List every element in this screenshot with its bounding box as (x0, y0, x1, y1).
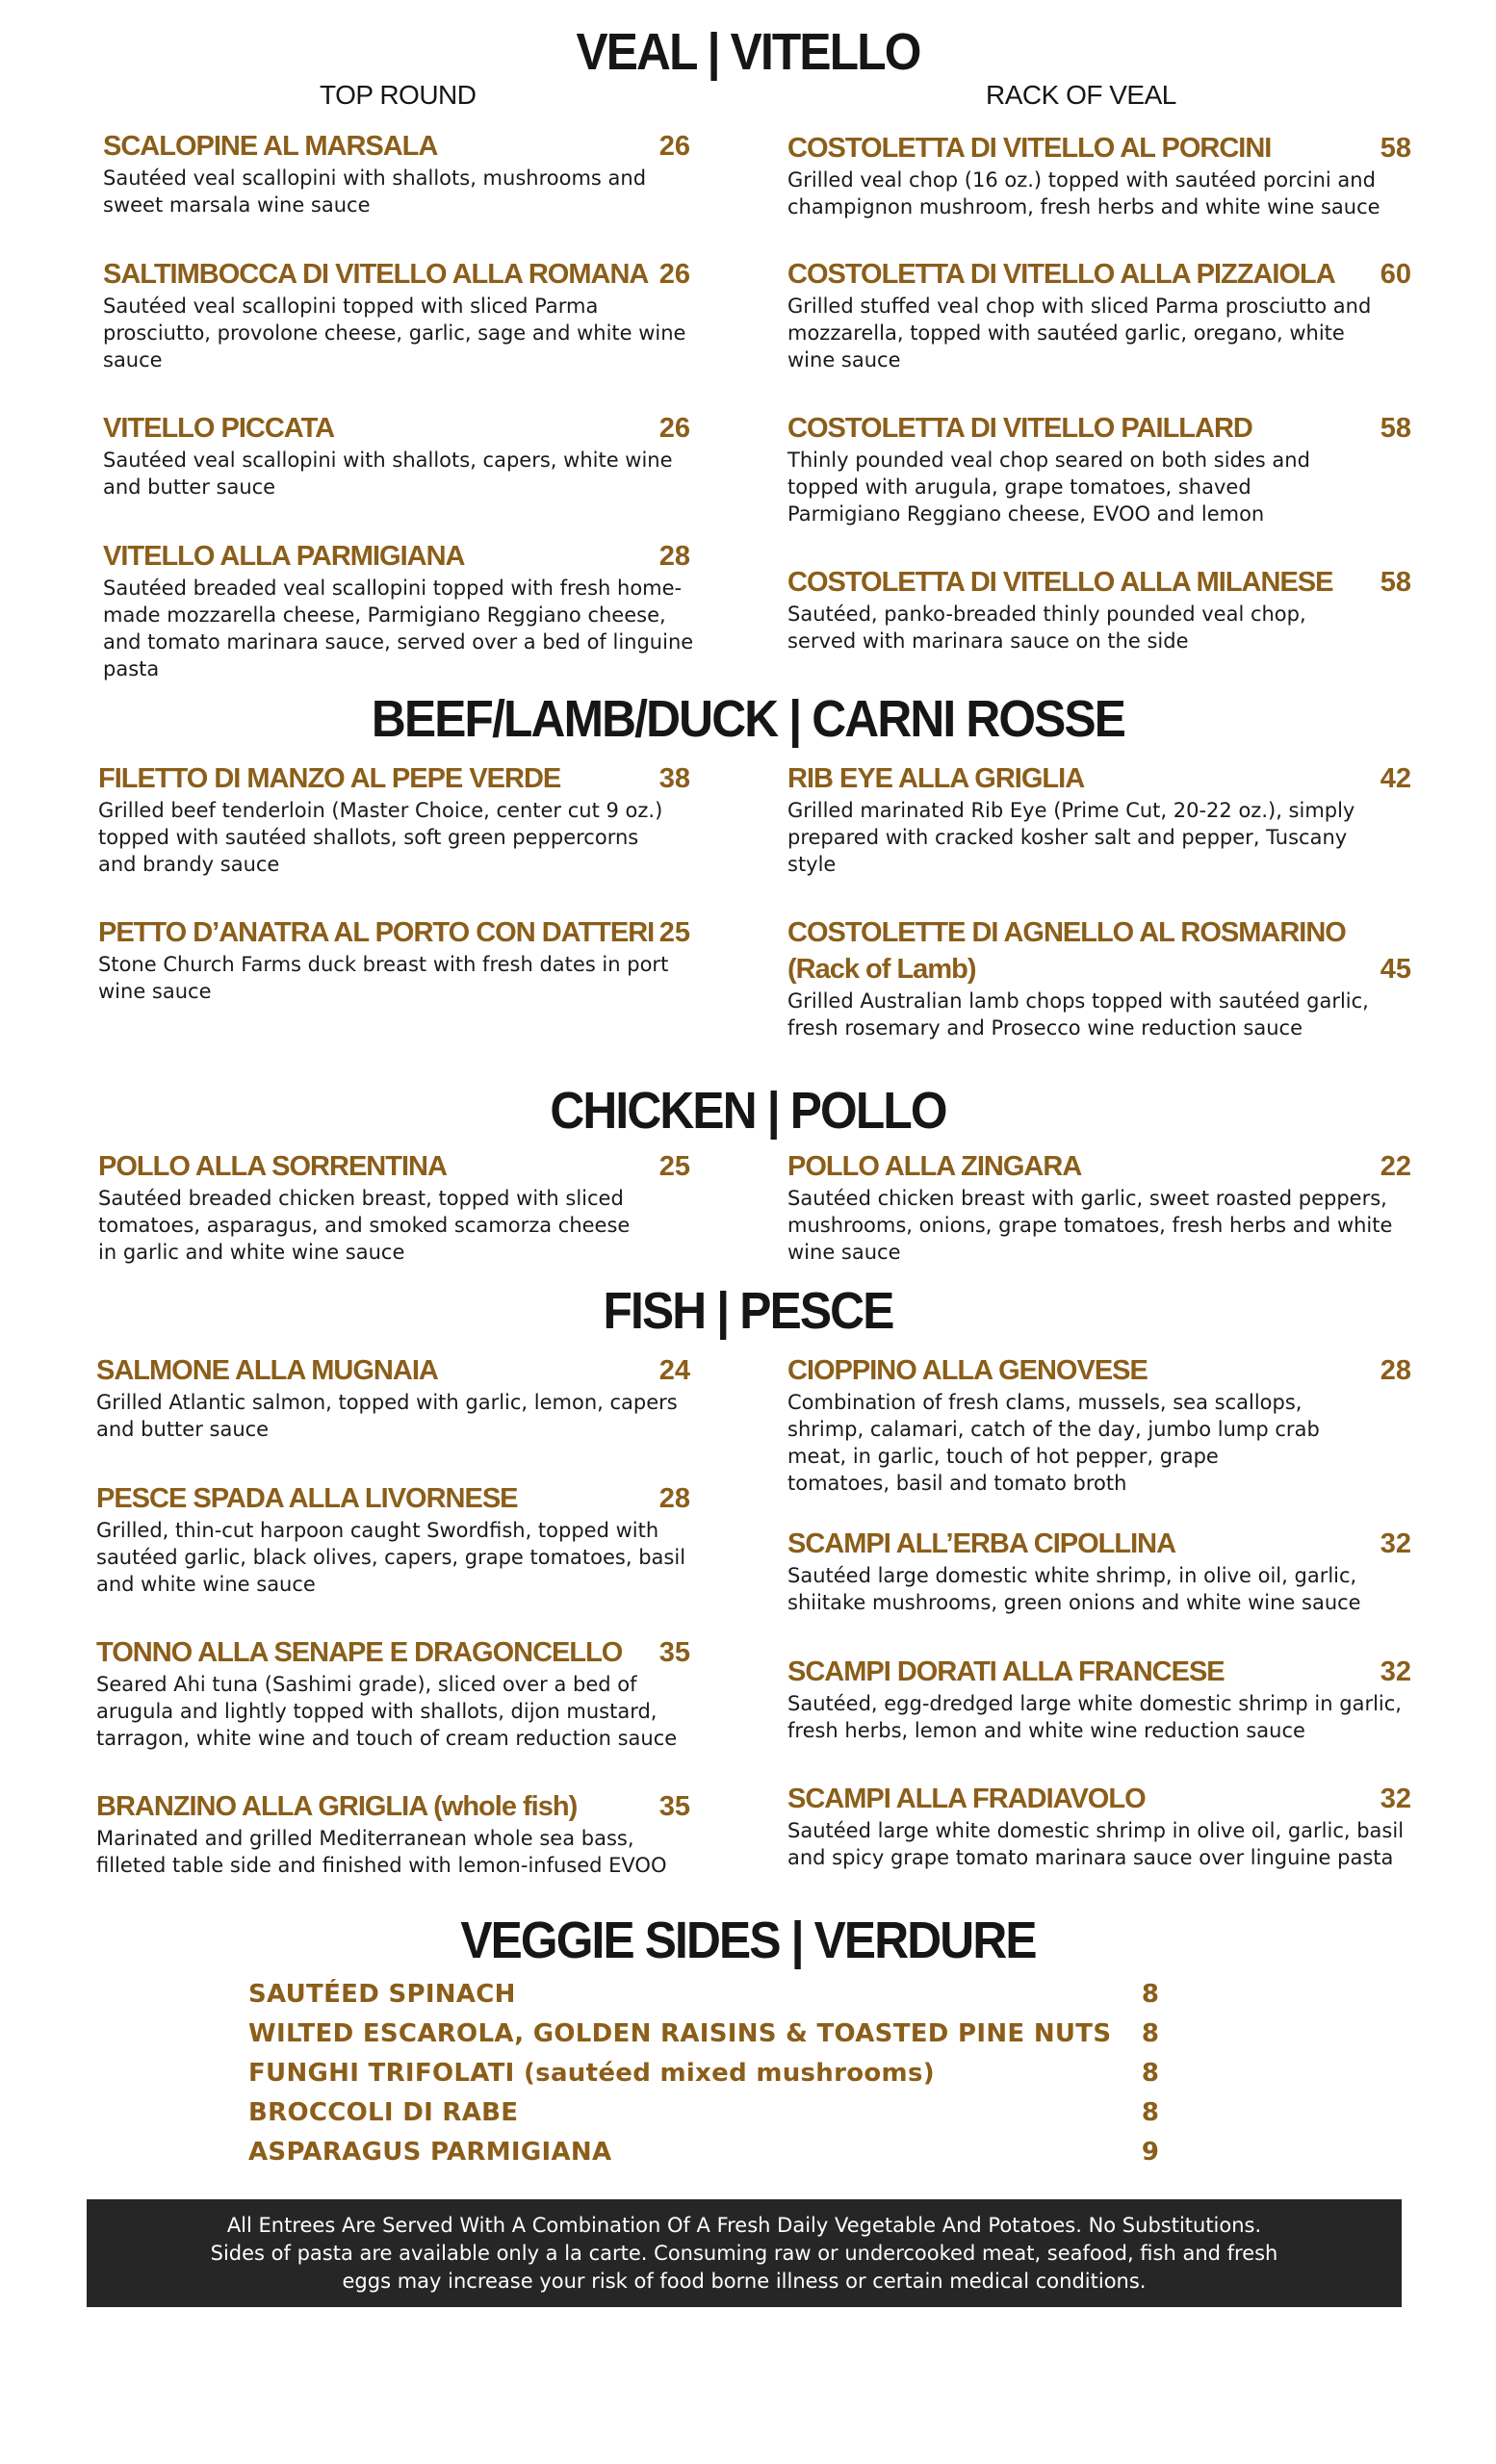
menu-item (103, 128, 690, 218)
item-price: 42 (1380, 763, 1411, 794)
item-price: 58 (1380, 567, 1411, 598)
item-price: 26 (658, 413, 690, 444)
item-price: 26 (658, 131, 690, 162)
menu-item (103, 538, 709, 682)
item-price: 25 (658, 917, 690, 948)
item-name: CIOPPINO ALLA GENOVESE (787, 1355, 1148, 1386)
section-title-fish: FISH | PESCE (603, 1282, 893, 1340)
item-description: Sautéed breaded chicken breast, topped with sliced tomatoes, asparagus, and smoked scamorza cheese in garlic and white wine sauce (98, 1187, 631, 1264)
item-name: SALMONE ALLA MUGNAIA (96, 1355, 438, 1386)
item-name: SALTIMBOCCA DI VITELLO ALLA ROMANA (103, 259, 649, 290)
menu-item (787, 760, 1411, 878)
item-price: 26 (658, 259, 690, 290)
item-price: 28 (658, 1483, 690, 1514)
menu-item (98, 1148, 690, 1266)
item-description: Sautéed chicken breast with garlic, sweet roasted peppers, mushrooms, onions, grape tomatoes, fresh herbs and white wine sauce (787, 1187, 1393, 1264)
side-item (248, 2015, 1159, 2054)
menu-item (787, 1352, 1411, 1497)
item-description: Grilled Australian lamb chops topped with sautéed garlic, fresh rosemary and Prosecco wine reduction sauce (787, 989, 1369, 1040)
item-price: 28 (658, 541, 690, 572)
item-name: SCAMPI ALL’ERBA CIPOLLINA (787, 1528, 1176, 1559)
item-description: Thinly pounded veal chop seared on both sides and topped with arugula, grape tomatoes, shaved Parmigiano Reggiano cheese, EVOO and lemon (787, 449, 1310, 526)
item-description: Sautéed large white domestic shrimp in olive oil, garlic, basil and spicy grape tomato marinara sauce over linguine pasta (787, 1819, 1405, 1869)
item-description: Sautéed veal scallopini with shallots, mushrooms and sweet marsala wine sauce (103, 167, 647, 217)
side-name: ASPARAGUS PARMIGIANA (248, 2138, 612, 2167)
item-name: POLLO ALLA SORRENTINA (98, 1151, 447, 1182)
item-description: Grilled, thin-cut harpoon caught Swordfish, topped with sautéed garlic, black olives, capers, grape tomatoes, basil and white wine sauce (96, 1519, 686, 1596)
footer-notice (87, 2199, 1402, 2307)
item-name: PETTO D’ANATRA AL PORTO CON DATTERI (98, 917, 655, 948)
item-name: SCAMPI DORATI ALLA FRANCESE (787, 1656, 1225, 1687)
menu-item (787, 564, 1411, 654)
side-price: 9 (1141, 2138, 1159, 2167)
item-description: Combination of fresh clams, mussels, sea scallops, shrimp, calamari, catch of the day, jumbo lump crab meat, in garlic, touch of hot pepper, grape tomatoes, basil and tomato broth (787, 1391, 1320, 1495)
footer-line: eggs may increase your risk of food borne illness or certain medical conditions. (342, 2269, 1147, 2293)
item-name: SCAMPI ALLA FRADIAVOLO (787, 1784, 1146, 1814)
item-name: COSTOLETTA DI VITELLO PAILLARD (787, 413, 1252, 444)
item-price: 32 (1380, 1784, 1411, 1814)
menu-item (103, 256, 690, 373)
menu-item (787, 256, 1411, 373)
side-price: 8 (1141, 2019, 1159, 2048)
footer-line: All Entrees Are Served With A Combination Of A Fresh Daily Vegetable And Potatoes. No Substitutions. (226, 2213, 1262, 2237)
item-name: PESCE SPADA ALLA LIVORNESE (96, 1483, 518, 1514)
item-description: Stone Church Farms duck breast with fresh dates in port wine sauce (98, 953, 669, 1003)
item-price: 35 (658, 1791, 690, 1822)
item-description: Sautéed, panko-breaded thinly pounded veal chop, served with marinara sauce on the side (787, 603, 1306, 653)
item-price: 32 (1380, 1528, 1411, 1559)
item-price: 28 (1380, 1355, 1411, 1386)
menu-item (96, 1788, 690, 1879)
side-item (248, 2093, 1159, 2133)
item-price: 60 (1380, 259, 1411, 290)
menu-item (96, 1480, 690, 1598)
item-name-secondary: (Rack of Lamb) (787, 954, 976, 985)
item-name: COSTOLETTA DI VITELLO AL PORCINI (787, 133, 1272, 164)
menu-item (787, 130, 1411, 220)
menu-item (96, 1352, 690, 1443)
side-name: SAUTÉED SPINACH (248, 1980, 516, 2009)
item-description: Seared Ahi tuna (Sashimi grade), sliced over a bed of arugula and lightly topped with shallots, dijon mustard, tarragon, white wine and touch of cream reduction sauce (96, 1673, 678, 1750)
footer-line: Sides of pasta are available only a la carte. Consuming raw or undercooked meat, seafood, fish and fresh (210, 2241, 1278, 2265)
item-name: VITELLO ALLA PARMIGIANA (103, 541, 465, 572)
item-price: 25 (658, 1151, 690, 1182)
item-price: 24 (658, 1355, 690, 1386)
side-price: 8 (1141, 2098, 1159, 2127)
side-name: BROCCOLI DI RABE (248, 2098, 519, 2127)
item-description: Sautéed veal scallopini topped with sliced Parma prosciutto, provolone cheese, garlic, sage and white wine sauce (103, 295, 686, 372)
menu-item (96, 1634, 690, 1752)
side-name: WILTED ESCAROLA, GOLDEN RAISINS & TOASTED PINE NUTS (248, 2019, 1112, 2048)
menu-item (103, 410, 690, 500)
item-price: 35 (658, 1637, 690, 1668)
item-description: Sautéed large domestic white shrimp, in olive oil, garlic, shiitake mushrooms, green onions and white wine sauce (787, 1564, 1361, 1614)
item-name: COSTOLETTA DI VITELLO ALLA MILANESE (787, 567, 1333, 598)
item-price: 38 (658, 763, 690, 794)
menu-item (98, 760, 690, 878)
item-name: SCALOPINE AL MARSALA (103, 131, 438, 162)
side-price: 8 (1141, 1980, 1159, 2009)
side-item (248, 2054, 1159, 2093)
subhead-rack-of-veal: RACK OF VEAL (986, 80, 1176, 110)
item-name: POLLO ALLA ZINGARA (787, 1151, 1082, 1182)
item-description: Sautéed breaded veal scallopini topped with fresh home-made mozzarella cheese, Parmigiano Reggiano cheese, and tomato marinara sauce, served over a bed of linguine pasta (103, 577, 694, 680)
subhead-top-round: TOP ROUND (320, 80, 477, 110)
item-name: RIB EYE ALLA GRIGLIA (787, 763, 1085, 794)
item-price: 58 (1380, 133, 1411, 164)
section-title-chicken: CHICKEN | POLLO (550, 1082, 946, 1140)
item-price: 22 (1380, 1151, 1411, 1182)
side-item (248, 1975, 1159, 2015)
item-name: COSTOLETTE DI AGNELLO AL ROSMARINO (787, 917, 1346, 948)
item-description: Grilled Atlantic salmon, topped with garlic, lemon, capers and butter sauce (96, 1391, 678, 1441)
item-price: 32 (1380, 1656, 1411, 1687)
menu-item (98, 914, 690, 1005)
section-title-veal: VEAL | VITELLO (576, 23, 920, 81)
item-description: Grilled beef tenderloin (Master Choice, center cut 9 oz.) topped with sautéed shallots, soft green peppercorns and brandy sauce (98, 799, 663, 876)
item-price: 45 (1380, 954, 1411, 985)
item-description: Grilled marinated Rib Eye (Prime Cut, 20-22 oz.), simply prepared with cracked kosher salt and pepper, Tuscany style (787, 799, 1355, 876)
side-price: 8 (1141, 2059, 1159, 2088)
item-name: BRANZINO ALLA GRIGLIA (whole fish) (96, 1791, 578, 1822)
menu-item (787, 1526, 1411, 1616)
item-description: Sautéed veal scallopini with shallots, capers, white wine and butter sauce (103, 449, 673, 499)
side-name: FUNGHI TRIFOLATI (sautéed mixed mushrooms) (248, 2059, 935, 2088)
item-description: Grilled veal chop (16 oz.) topped with sautéed porcini and champignon mushroom, fresh herbs and white wine sauce (787, 168, 1380, 218)
item-name: VITELLO PICCATA (103, 413, 335, 444)
menu-item (787, 914, 1411, 1041)
item-name: COSTOLETTA DI VITELLO ALLA PIZZAIOLA (787, 259, 1335, 290)
item-name: TONNO ALLA SENAPE E DRAGONCELLO (96, 1637, 623, 1668)
menu-item (787, 410, 1411, 527)
item-price: 58 (1380, 413, 1411, 444)
item-description: Marinated and grilled Mediterranean whole sea bass, filleted table side and finished with lemon-infused EVOO (96, 1827, 667, 1877)
item-name: FILETTO DI MANZO AL PEPE VERDE (98, 763, 561, 794)
menu-item (787, 1148, 1411, 1266)
sides-list (248, 1975, 1159, 2172)
item-description: Sautéed, egg-dredged large white domestic shrimp in garlic, fresh herbs, lemon and white wine reduction sauce (787, 1692, 1402, 1742)
section-title-sides: VEGGIE SIDES | VERDURE (460, 1912, 1036, 1969)
menu-item (787, 1781, 1411, 1871)
menu-item (787, 1654, 1411, 1744)
side-item (248, 2133, 1159, 2172)
item-description: Grilled stuffed veal chop with sliced Parma prosciutto and mozzarella, topped with sautéed garlic, oregano, white wine sauce (787, 295, 1372, 372)
section-title-beef: BEEF/LAMB/DUCK | CARNI ROSSE (371, 690, 1125, 748)
